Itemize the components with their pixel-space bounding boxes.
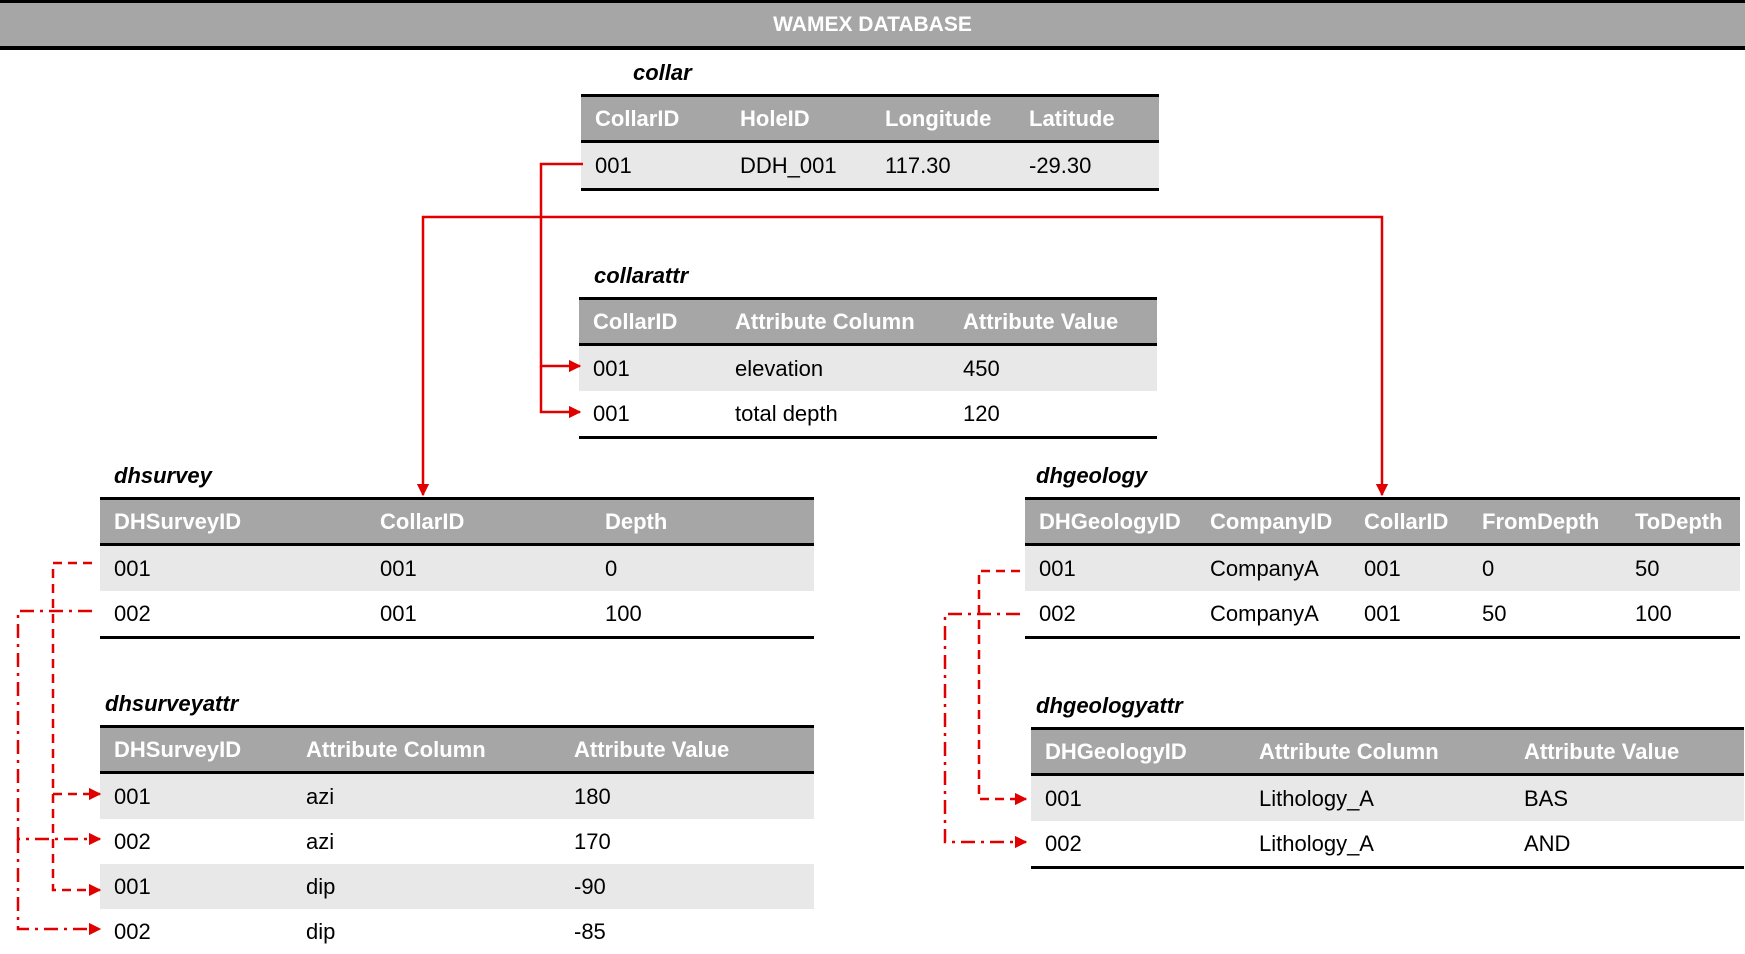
column-header: CollarID xyxy=(366,499,591,545)
table-cell: -29.30 xyxy=(1015,142,1159,190)
column-header: Longitude xyxy=(871,96,1015,142)
table-cell: 170 xyxy=(574,828,611,854)
dhsurvey-table-title: dhsurvey xyxy=(114,463,212,488)
table-cell: dip xyxy=(292,864,560,909)
dhsurveyattr-table xyxy=(100,725,814,954)
table-cell: CompanyA xyxy=(1210,600,1319,626)
table-row xyxy=(100,819,814,864)
header-row xyxy=(1025,499,1740,545)
table-cell: 001 xyxy=(100,545,366,592)
column-header: CollarID xyxy=(1350,499,1468,545)
column-header: CollarID xyxy=(581,96,726,142)
column-header: HoleID xyxy=(726,96,871,142)
table-cell: 001 xyxy=(1025,545,1196,592)
column-header: Attribute Column xyxy=(721,299,949,345)
header-row xyxy=(581,96,1159,142)
table-cell: 002 xyxy=(114,828,151,854)
table-cell: 001 xyxy=(1364,600,1401,626)
link-dhsurvey-002-to-attr-azi xyxy=(18,611,100,839)
table-row xyxy=(1031,775,1744,822)
table-cell: CompanyA xyxy=(1196,545,1350,592)
link-collar-to-collarattr-1 xyxy=(541,164,583,366)
header-row xyxy=(100,499,814,545)
link-dhsurvey-001-to-attr-azi xyxy=(53,563,100,794)
link-collar-to-collarattr-2 xyxy=(541,366,580,412)
table-cell: total depth xyxy=(735,400,838,426)
table-cell: 002 xyxy=(114,600,151,626)
column-header: DHGeologyID xyxy=(1025,499,1196,545)
table-cell: 001 xyxy=(1031,775,1245,822)
table-cell: BAS xyxy=(1510,775,1744,822)
dhgeologyattr-table xyxy=(1031,727,1744,869)
column-header: CompanyID xyxy=(1196,499,1350,545)
table-cell: 002 xyxy=(114,918,151,944)
table-cell: Lithology_A xyxy=(1245,775,1510,822)
table-cell: Lithology_A xyxy=(1259,830,1374,856)
database-banner: WAMEX DATABASE xyxy=(0,0,1745,50)
table-row xyxy=(581,142,1159,190)
column-header: Attribute Value xyxy=(560,727,814,773)
table-cell: dip xyxy=(306,918,336,944)
table-cell: 0 xyxy=(591,545,814,592)
table-cell: 50 xyxy=(1621,545,1740,592)
table-row xyxy=(100,909,814,954)
dhgeology-table xyxy=(1025,497,1740,639)
header-row xyxy=(1031,729,1744,775)
table-cell: 100 xyxy=(605,600,642,626)
table-cell: 001 xyxy=(100,864,292,909)
dhsurvey-table xyxy=(100,497,814,639)
column-header: Attribute Value xyxy=(949,299,1157,345)
table-cell: 002 xyxy=(1039,600,1076,626)
table-cell: AND xyxy=(1524,830,1571,856)
table-row xyxy=(100,773,814,820)
table-cell: 180 xyxy=(560,773,814,820)
link-dhgeology-002-to-attr xyxy=(945,614,1026,842)
table-cell: 001 xyxy=(366,545,591,592)
table-cell: 001 xyxy=(380,600,417,626)
column-header: CollarID xyxy=(579,299,721,345)
column-header: Attribute Value xyxy=(1510,729,1744,775)
table-cell: 001 xyxy=(100,773,292,820)
table-row xyxy=(579,345,1157,392)
collar-table xyxy=(581,94,1159,191)
column-header: Attribute Column xyxy=(292,727,560,773)
table-cell: 001 xyxy=(593,400,630,426)
header-row xyxy=(100,727,814,773)
table-row xyxy=(100,591,814,638)
table-cell: 001 xyxy=(579,345,721,392)
table-cell: -90 xyxy=(560,864,814,909)
dhgeology-table-title: dhgeology xyxy=(1036,463,1148,488)
column-header: FromDepth xyxy=(1468,499,1621,545)
table-cell: 50 xyxy=(1482,600,1507,626)
link-collar-to-dhsurvey xyxy=(423,217,541,495)
table-cell: 450 xyxy=(949,345,1157,392)
collar-table-title: collar xyxy=(633,60,692,85)
table-row xyxy=(100,864,814,909)
column-header: DHSurveyID xyxy=(100,499,366,545)
table-cell: 002 xyxy=(1045,830,1082,856)
table-cell: elevation xyxy=(721,345,949,392)
table-cell: DDH_001 xyxy=(726,142,871,190)
table-row xyxy=(579,391,1157,438)
table-cell: 0 xyxy=(1468,545,1621,592)
column-header: Latitude xyxy=(1015,96,1159,142)
collarattr-table xyxy=(579,297,1157,439)
table-row xyxy=(1031,821,1744,868)
collarattr-table-title: collarattr xyxy=(594,263,689,288)
table-cell: 120 xyxy=(963,400,1000,426)
dhgeologyattr-table-title: dhgeologyattr xyxy=(1036,693,1183,718)
table-row xyxy=(1025,591,1740,638)
link-dhgeology-001-to-attr xyxy=(979,571,1026,799)
table-cell: 117.30 xyxy=(871,142,1015,190)
table-cell: azi xyxy=(292,773,560,820)
column-header: DHGeologyID xyxy=(1031,729,1245,775)
column-header: Attribute Column xyxy=(1245,729,1510,775)
table-cell: 001 xyxy=(1350,545,1468,592)
table-cell: azi xyxy=(306,828,335,854)
table-row xyxy=(100,545,814,592)
table-row xyxy=(1025,545,1740,592)
header-row xyxy=(579,299,1157,345)
table-cell: -85 xyxy=(574,918,606,944)
column-header: DHSurveyID xyxy=(100,727,292,773)
link-dhsurvey-001-to-attr-dip xyxy=(53,794,100,890)
link-dhsurvey-002-to-attr-dip xyxy=(18,839,100,929)
column-header: Depth xyxy=(591,499,814,545)
dhsurveyattr-table-title: dhsurveyattr xyxy=(105,691,239,716)
table-cell: 001 xyxy=(581,142,726,190)
table-cell: 100 xyxy=(1635,600,1672,626)
column-header: ToDepth xyxy=(1621,499,1740,545)
